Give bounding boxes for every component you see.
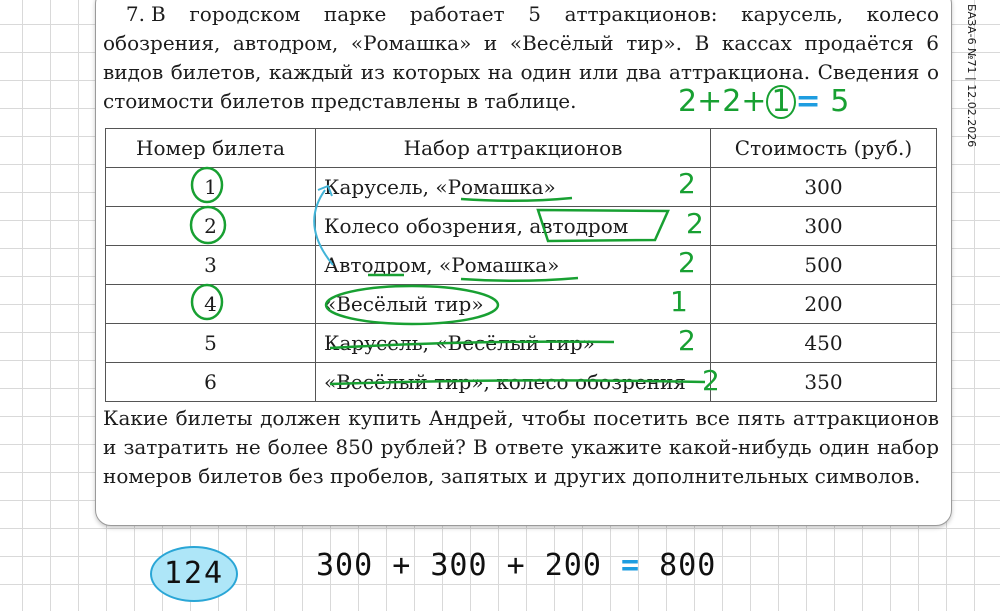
sum-ringed-term: 1	[766, 85, 795, 119]
attraction-set-part: Карусель,	[324, 331, 436, 355]
ticket-number: 4	[106, 285, 316, 324]
ticket-price: 300	[711, 207, 937, 246]
task-number: 7.	[125, 2, 145, 26]
attraction-set-part: «Ромашка»	[438, 253, 560, 277]
attraction-set-part: «Ромашка»	[435, 175, 556, 199]
sum-terms: 2+2+	[678, 84, 767, 119]
attraction-set	[316, 207, 711, 246]
answer-value: 124	[163, 556, 225, 591]
worksheet-side-label	[965, 0, 1000, 160]
attraction-set-part: Автодром,	[324, 253, 439, 277]
attraction-set-part: «Весёлый тир»,	[324, 370, 497, 394]
attraction-set	[316, 363, 711, 402]
row-count-mark: 2	[678, 324, 696, 357]
table-row	[106, 207, 937, 246]
table-header-row	[106, 129, 937, 168]
attraction-set	[316, 285, 711, 324]
table-row	[106, 324, 937, 363]
ticket-number: 2	[106, 207, 316, 246]
table-row	[106, 168, 937, 207]
tickets-table	[105, 128, 937, 402]
row-count-mark: 2	[686, 207, 704, 240]
sum-result: 5	[830, 84, 850, 119]
row-count-mark: 2	[702, 364, 720, 397]
handwritten-sum	[678, 84, 849, 119]
row-count-mark: 2	[678, 246, 696, 279]
ticket-price: 200	[711, 285, 937, 324]
attraction-set-part: колесо обозрения	[496, 370, 686, 394]
calc-result: 800	[659, 548, 717, 583]
task-intro-text: В городском парке работает 5 аттракционов: карусель, колесо обозрения, автодром, «Ромашка» и «Весёлый тир». В кассах продаётся 6 видов билетов, каждый из которых на один или два аттракциона. Сведения о стоимости билетов представлены в таблице.	[103, 2, 939, 113]
table-row	[106, 285, 937, 324]
attraction-set	[316, 168, 711, 207]
answer-oval	[150, 546, 238, 602]
ticket-number: 1	[106, 168, 316, 207]
header-ticket-number: Номер билета	[106, 129, 316, 168]
sum-equals: =	[795, 84, 821, 119]
attraction-set-part: «Весёлый тир»	[435, 331, 595, 355]
ticket-price: 450	[711, 324, 937, 363]
attraction-set	[316, 324, 711, 363]
ticket-price: 350	[711, 363, 937, 402]
header-attractions: Набор аттракционов	[316, 129, 711, 168]
ticket-price: 500	[711, 246, 937, 285]
ticket-price: 300	[711, 168, 937, 207]
attraction-set-part: Карусель,	[324, 175, 436, 199]
header-price: Стоимость (руб.)	[711, 129, 937, 168]
attraction-set-part: Колесо обозрения,	[324, 214, 530, 238]
handwritten-calculation	[316, 548, 716, 583]
table-row	[106, 246, 937, 285]
ticket-number: 3	[106, 246, 316, 285]
task-question: Какие билеты должен купить Андрей, чтобы посетить все пять аттракционов и затратить не более 850 рублей? В ответе укажите какой-нибудь один набор номеров билетов без пробелов, запятых и других дополнительных символов.	[103, 406, 939, 488]
row-count-mark: 2	[678, 167, 696, 200]
ticket-number: 6	[106, 363, 316, 402]
calc-equals: =	[621, 548, 641, 583]
ticket-number: 5	[106, 324, 316, 363]
attraction-set-part: «Весёлый тир»	[324, 292, 484, 316]
table-row	[106, 363, 937, 402]
calc-expression: 300 + 300 + 200	[316, 548, 602, 583]
attraction-set	[316, 246, 711, 285]
row-count-mark: 1	[670, 285, 688, 318]
attraction-set-part: автодром	[529, 214, 629, 238]
side-label-text: БАЗА-6 №71 | 12.02.2026	[965, 4, 978, 148]
